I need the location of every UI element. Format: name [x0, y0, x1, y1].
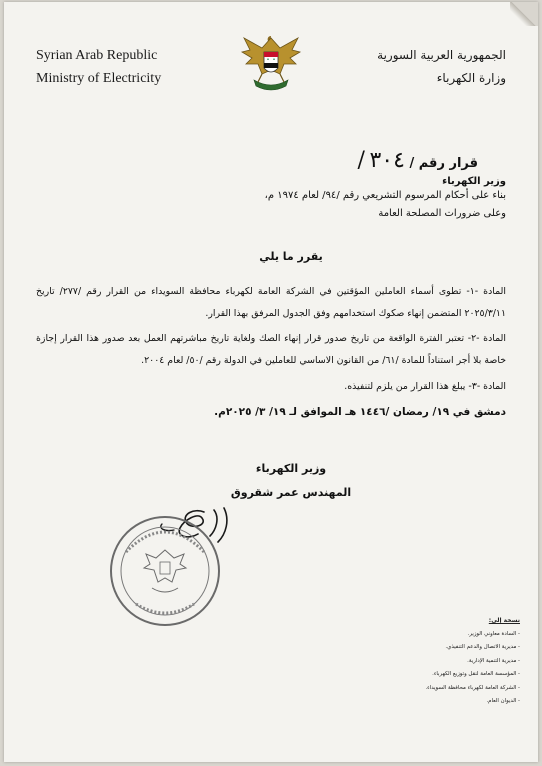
- copy-distribution: [304, 614, 520, 709]
- en-ministry: Ministry of Electricity: [36, 71, 162, 86]
- legal-basis-1: بناء على أحكام المرسوم التشريعي رقم /٩٤/ لعام ١٩٧٤ م،: [264, 190, 506, 201]
- cc-heading: نسخة إلى:: [488, 617, 520, 624]
- ar-country: الجمهورية العربية السورية: [377, 48, 506, 62]
- minister-heading: وزير الكهرباء: [442, 176, 506, 187]
- decision-number-value: ٣٠٤: [369, 148, 405, 173]
- signatory-name: المهندس عمر شقروق: [230, 486, 352, 499]
- folded-corner: [510, 2, 538, 26]
- article-1: المادة -١- تطوى أسماء العاملين المؤقتين في الشركة العامة لكهرباء محافظة السويداء من القرار رقم /٢٧٧/ تاريخ ٢٠٢٥/٣/١١ المتضمن إنهاء صكوك استخدامهم وفق الجدول المرفق بهذا القرار.: [36, 286, 506, 319]
- cc-item: - الديوان العام.: [486, 698, 520, 704]
- cc-item: - المؤسسة العامة لنقل وتوزيع الكهرباء.: [432, 671, 520, 677]
- syrian-eagle-emblem: [240, 30, 302, 96]
- arabic-letterhead: [336, 44, 506, 90]
- cc-item: - مديرية التنمية الإدارية.: [467, 657, 520, 664]
- decides-heading: يقرر ما يلي: [259, 250, 323, 263]
- date-line: دمشق في ١٩/ رمضان /١٤٤٦ هـ الموافق لـ ١٩/ ٣/ ٢٠٢٥م.: [214, 406, 506, 418]
- cc-item: - الشركة العامة لكهرباء محافظة السويداء.: [425, 684, 520, 691]
- signatory-title: وزير الكهرباء: [255, 462, 327, 475]
- article-3: المادة -٣- يبلغ هذا القرار من يلزم لتنفيذه.: [344, 381, 506, 392]
- en-country: Syrian Arab Republic: [36, 48, 158, 63]
- decree-page: [4, 2, 538, 762]
- decision-suffix: /: [357, 148, 365, 173]
- decision-label: قرار رقم /: [409, 156, 478, 171]
- legal-basis-2: وعلى ضرورات المصلحة العامة: [378, 208, 506, 219]
- cc-item: - السادة معاوني الوزير.: [467, 630, 520, 637]
- article-2: المادة -٢- تعتبر الفترة الواقعة من تاريخ صدور قرار إنهاء الصك ولغاية تاريخ مباشرتهم العمل بعد صدور هذا القرار إجازة خاصة بلا أجر استناداً للمادة /٦١/ من القانون الاساسي للعاملين في الدولة رقم /٥٠/ لعام ٢٠٠٤.: [36, 333, 506, 366]
- ar-ministry: وزارة الكهرباء: [436, 71, 506, 85]
- decision-number: [44, 148, 478, 173]
- english-letterhead: [36, 44, 206, 90]
- cc-item: - مديرية الاتصال والدعم التنفيذي.: [445, 644, 520, 650]
- ministry-stamp: [106, 512, 224, 630]
